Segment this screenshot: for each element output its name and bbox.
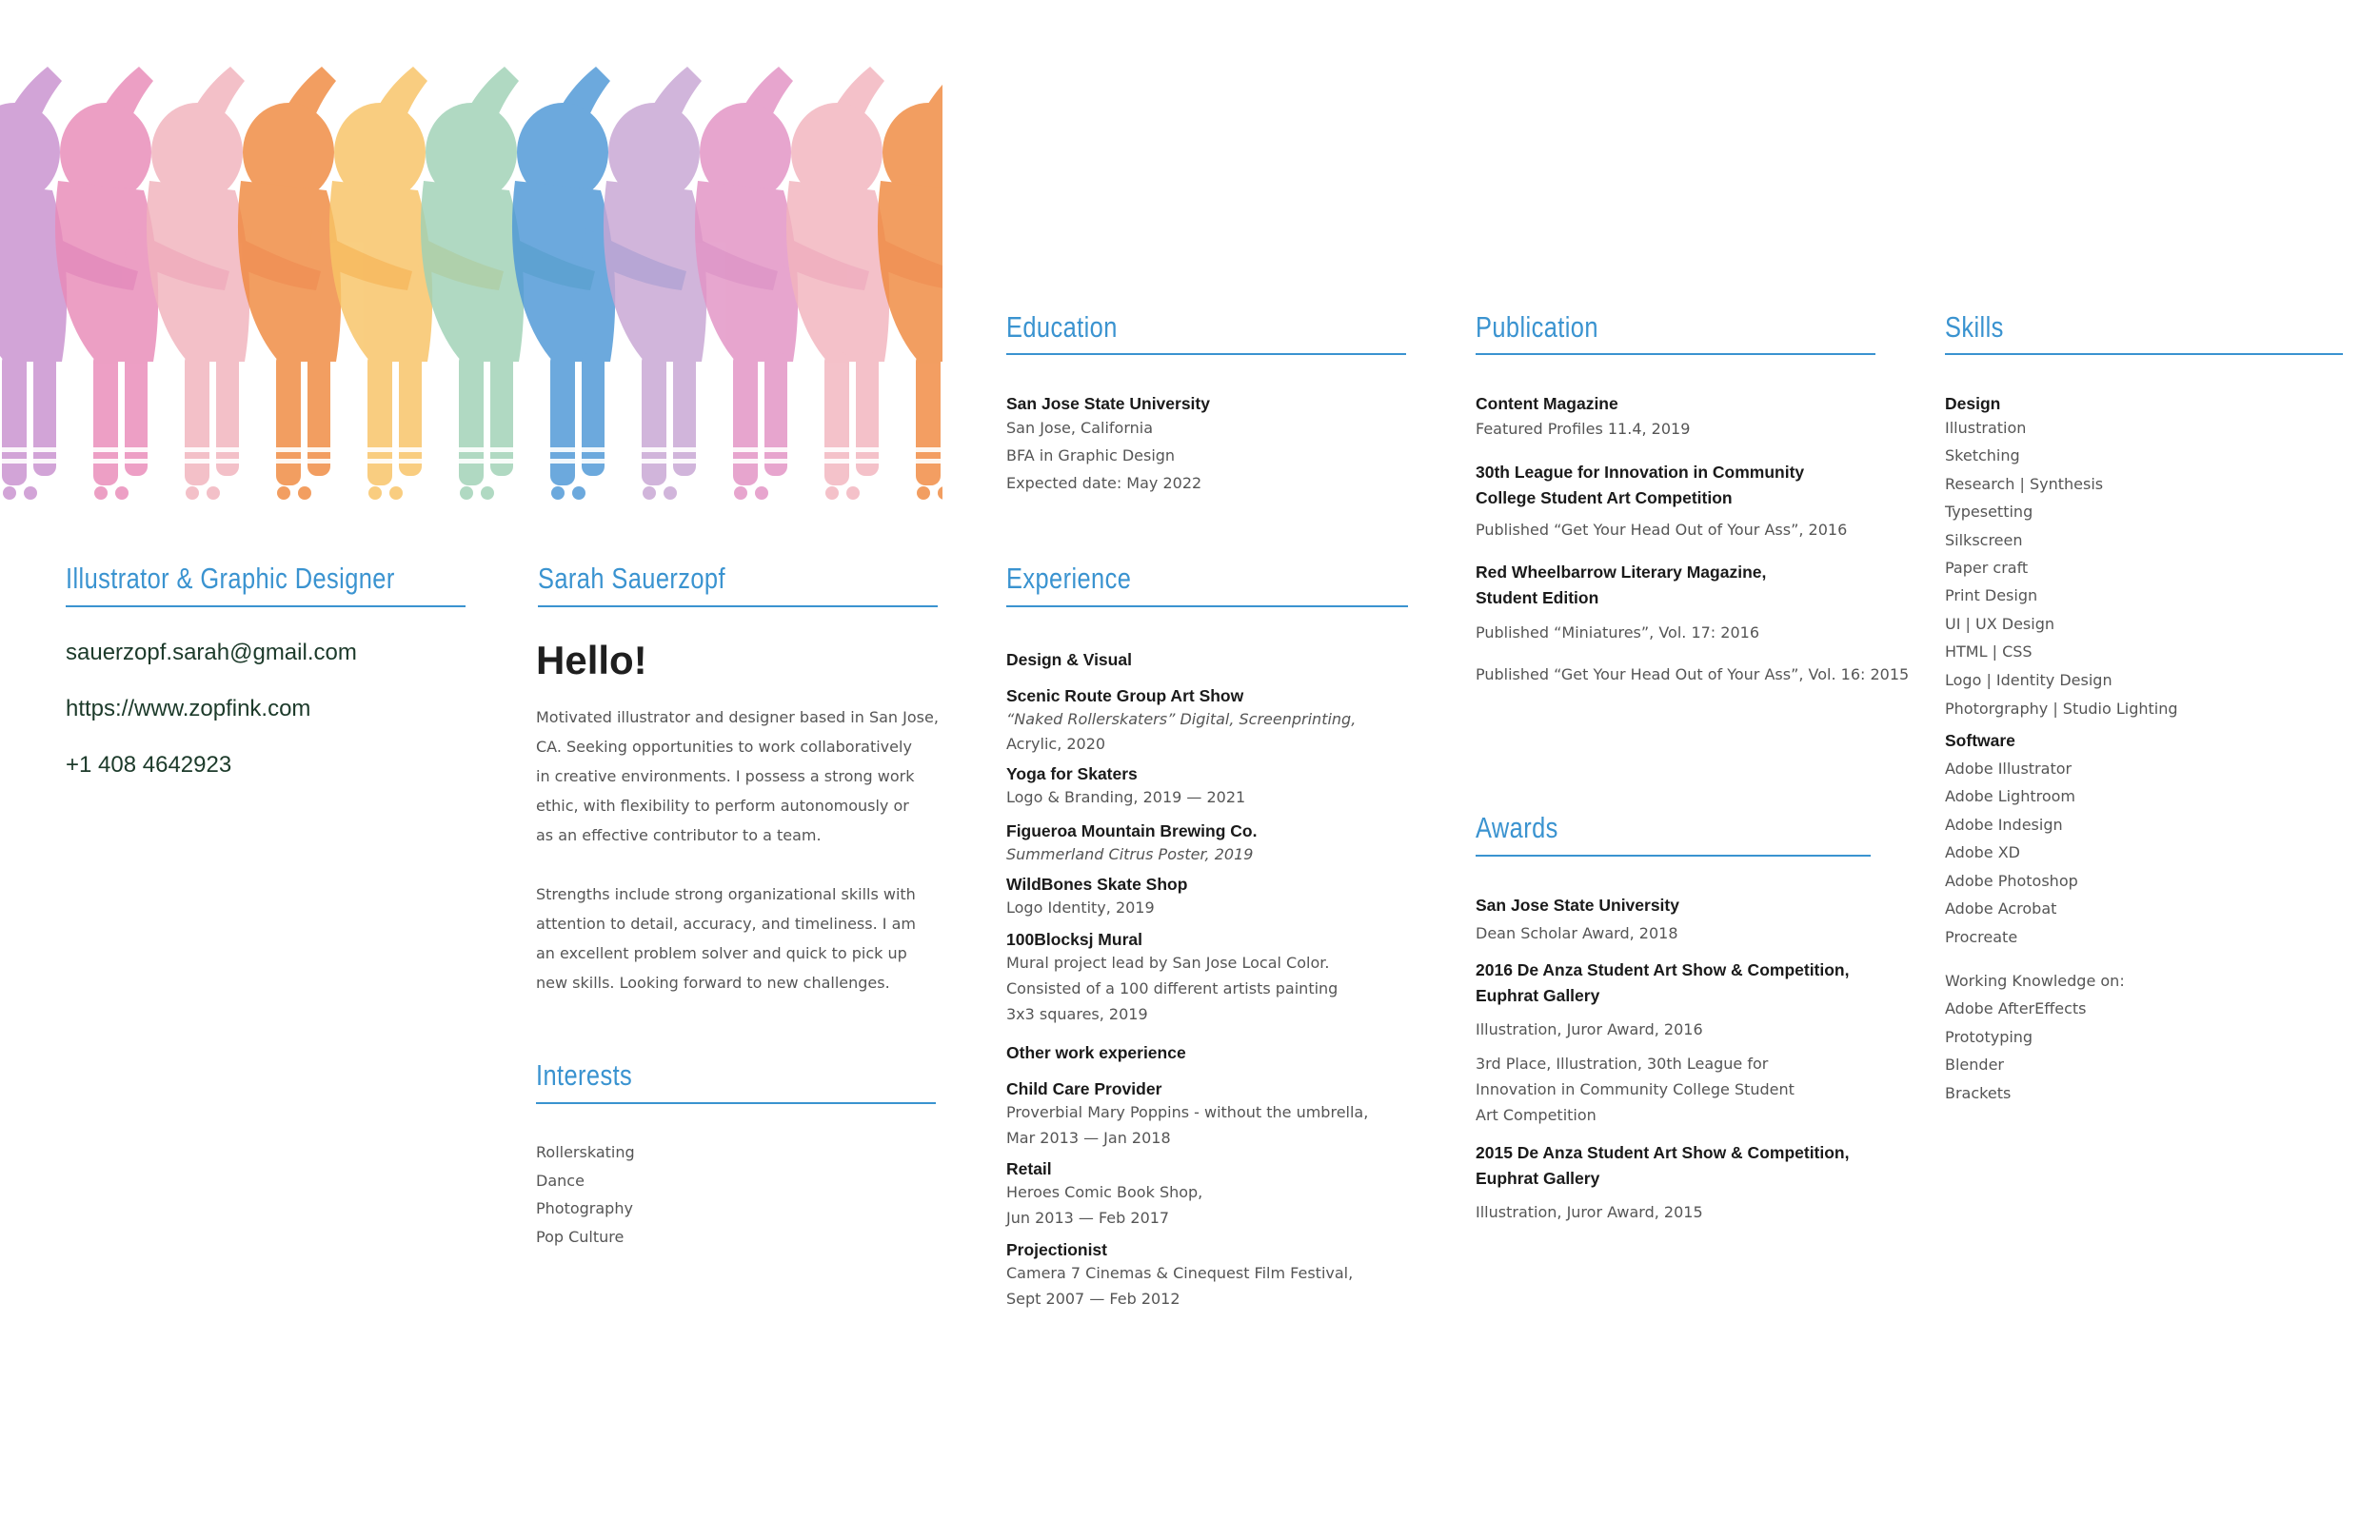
website-link[interactable]: https://www.zopfink.com [66, 696, 311, 721]
list-item: Prototyping [1945, 1027, 2033, 1046]
name-heading-rule [538, 605, 938, 607]
email-link[interactable]: sauerzopf.sarah@gmail.com [66, 640, 357, 665]
list-item: Sketching [1945, 446, 2020, 465]
awards-heading-rule [1476, 855, 1871, 857]
role-heading: Illustrator & Graphic Designer [66, 562, 395, 595]
list-item: Adobe AfterEffects [1945, 999, 2087, 1018]
publication-heading-rule [1476, 353, 1875, 355]
experience-heading: Experience [1006, 562, 1132, 595]
role-heading-rule [66, 605, 466, 607]
greeting: Hello! [536, 638, 647, 682]
rollerskater-figures-illustration [0, 48, 942, 514]
education-entry: San Jose State University San Jose, California BFA in Graphic Design Expected date: May 2022 [1006, 394, 1210, 492]
awards-heading: Awards [1476, 811, 1558, 844]
name-heading: Sarah Sauerzopf [538, 562, 725, 595]
list-item: Adobe Illustrator [1945, 760, 2073, 779]
publication-list: Content Magazine Featured Profiles 11.4, 2019 30th League for Innovation in Community College Student Art Competition Published “Get Your Head Out of Your Ass”, 2016 Red Wheelbarrow Literary Magazine, Student Edition Published “Miniatures”, Vol. 17: 2016 Published “Get Your Head Out of Your Ass”, Vol. 16: 2015 [1476, 394, 1910, 683]
list-item: UI | UX Design [1945, 614, 2054, 633]
list-item: Research | Synthesis [1945, 474, 2104, 493]
awards-list: San Jose State University Dean Scholar Award, 2018 2016 De Anza Student Art Show & Competition, Euphrat Gallery Illustration, Juror Award, 2016 3rd Place, Illustration, 30th League for Innovation in Community College Student Art Competition 2015 De Anza Student Art Show & Competition, Euphrat Gallery Illustration, Juror Award, 2015 [1476, 896, 1850, 1221]
list-item: Paper craft [1945, 559, 2029, 578]
list-item: HTML | CSS [1945, 642, 2033, 661]
list-item: Illustration [1945, 419, 2027, 437]
list-item: Adobe Photoshop [1945, 871, 2078, 890]
list-item: Procreate [1945, 927, 2018, 946]
list-item: Logo | Identity Design [1945, 670, 2112, 689]
list-item: Dance [536, 1171, 585, 1190]
skater-figure [878, 67, 942, 500]
education-heading-rule [1006, 353, 1406, 355]
list-item: Brackets [1945, 1083, 2012, 1102]
education-heading: Education [1006, 310, 1118, 344]
interests-heading: Interests [536, 1058, 633, 1092]
list-item: Adobe Acrobat [1945, 899, 2057, 918]
interests-heading-rule [536, 1102, 936, 1104]
intro-paragraph-2: Strengths include strong organizational skills with attention to detail, accuracy, and timeliness. I am an excellent problem solver and quick to pick up new skills. Looking forward to new challenges. [536, 885, 916, 992]
list-item: Rollerskating [536, 1143, 635, 1161]
list-item: Photography [536, 1199, 633, 1217]
list-item: Photorgraphy | Studio Lighting [1945, 700, 2178, 719]
list-item: Pop Culture [536, 1227, 625, 1246]
list-item: Blender [1945, 1056, 2004, 1075]
phone-number[interactable]: +1 408 4642923 [66, 752, 232, 778]
list-item: Adobe Lightroom [1945, 787, 2076, 806]
list-item: Silkscreen [1945, 530, 2023, 549]
skills-heading: Skills [1945, 310, 2004, 344]
experience-list: Design & Visual Scenic Route Group Art Show “Naked Rollerskaters” Digital, Screenprinting, Acrylic, 2020 Yoga for Skaters Logo & Branding, 2019 — 2021 Figueroa Mountain Brewing Co. Summerland Citrus Poster, 2019 WildBones Skate Shop Logo Identity, 2019 100Blocksj Mural Mural project lead by San Jose Local Color. Consisted of a 100 different artists painting 3x3 squares, 2019 Other work experience Child Care Provider Proverbial Mary Poppins - without the umbrella, Mar 2013 — Jan 2018 Retail Heroes Comic Book Shop, Jun 2013 — Feb 2017 Projectionist Camera 7 Cinemas & Cinequest Film Festival, Sept 2007 — Feb 2012 [1006, 650, 1369, 1308]
list-item: Adobe XD [1945, 843, 2020, 862]
skills-heading-rule [1945, 353, 2343, 355]
interests-list [536, 1138, 635, 1251]
skills-list: Design Illustration Sketching Research | Synthesis Typesetting Silkscreen Paper craft Print Design UI | UX Design HTML | CSS Logo | Identity Design Photorgraphy | Studio Lighting Software Adobe Illustrator Adobe Lightroom Adobe Indesign Adobe XD Adobe Photoshop Adobe Acrobat Procreate Working Knowledge on: Adobe AfterEffects Prototyping Blender Brackets [1945, 394, 2178, 1107]
publication-heading: Publication [1476, 310, 1598, 344]
intro-paragraph-1: Motivated illustrator and designer based in San Jose, CA. Seeking opportunities to work collaboratively in creative environments. I possess a strong work ethic, with flexibility to perform autonomously or as an effective contributor to a team. [536, 708, 939, 844]
experience-heading-rule [1006, 605, 1408, 607]
list-item: Adobe Indesign [1945, 815, 2063, 834]
list-item: Typesetting [1945, 503, 2033, 522]
list-item: Print Design [1945, 586, 2038, 605]
